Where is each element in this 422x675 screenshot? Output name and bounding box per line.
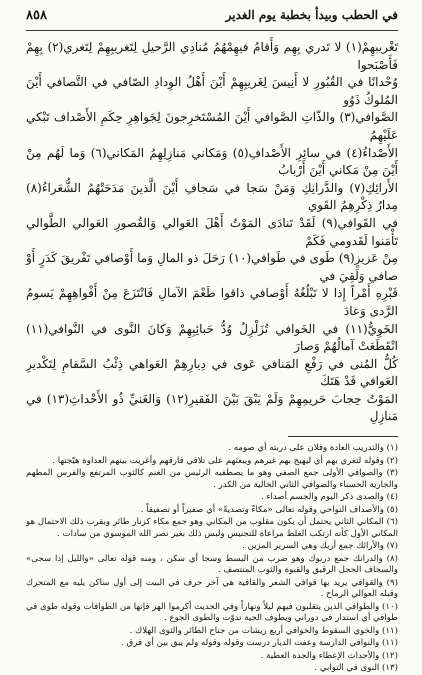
footnote: (٨) والدرانك جمع درنوك وهو ضرب من البسط وسجا أي سكن ، ومنه قوله تعالى «والليل إذا سجى» والسجاف الحجل الرقيق والقبوة والثوب المنتصف . (26, 553, 398, 576)
text-line: مِنْ عَزيزٍ(٩) طَوى في طَوافي(١٠) رَحَلَ ذو المالِ وَما أَوْصافي تَفْريقَ كَدَرٍ أَوْ صافي وَلَقِيَ في (26, 251, 398, 283)
footnote: (٧) والأرائك جمع أريك وهي السرير المزين . (242, 541, 398, 552)
text-line: الصَّوافي(٣) والذّاتِ الصَّوافي أَيْنَ المُسْتَخرِجونَ لِجَواهِرِ حِكَمِ الأَصْداف تَبْكي عَلَيْهِمُ (26, 110, 398, 142)
main-text (26, 39, 398, 426)
footnote: (٤) والصدى ذكر اليوم والجسم أصداء . (260, 492, 398, 503)
page-number: ٨٥٨ (26, 8, 47, 23)
footnote: (١١) والنوافي الدارسة وعفت الديار درست وقوله وقوله ولم يبق بين أي فرق . (121, 638, 398, 649)
footnote: (١) والتدريب العادة وفلان على دربته أي صومه . (228, 443, 398, 454)
footnote: (٢) وقوله لتغري بهم أي ليهيج بهم غيرهم ويبعثهم على تلافي فارقهم وأغريت بينهم العداوة هيّجتها . (52, 455, 398, 466)
text-line: قَبْرِهِ أَمْراً إِذا لا تَبْلُغُهُ أَوْصافي ذاقوا طَعْمَ الآمالِ فَانْتَزَعَ مِنْ أَفْواهِهِمْ يَسومُ الرَّدى وَعادَ (26, 286, 398, 318)
footnote: (١٣) النوى في التوابي . (314, 663, 398, 674)
footnote: (١٠) والطوافي الذين يتقلبون فيهم ليلاً ونهاراً وفي الحديث أكرموا الهر فإنها من الطوافات وقوله طوى في طوافي أي استدار في دوراني ويطوف الحية تدوّت والطوى الجوع . (26, 601, 398, 624)
footnotes (26, 443, 398, 675)
page-header (26, 8, 398, 31)
footnote: (٥) والأصداف النواحي وقوله تعالى «مكاءً وتصديةً» أي صفيراً أو تصفيقاً . (140, 504, 398, 515)
footnote: (٦) المكاني الثاني يحتمل أن يكون مقلوب من المكاني وهو جمع مكاء كزنار طائر ويقرب ذلك الاحتمال هو المكاني الأول كأنه ارتكب الغلط مراعاة للتجنيس ولبس ذلك بغير نصر الله الموسوي من سادات . (26, 517, 398, 539)
footnote-divider (288, 436, 398, 437)
text-line: الأَرائِكِ(٧) والدَّرانِكِ وَمَنْ سَجا في سَجافِ أَيْنَ الَّذينَ مَدَحَتْهُمُ الشُّعَراءُ(٨) مِدارُ ذِكْرِهِمُ القَوي (26, 180, 398, 213)
text-line: الأَصْداءُ(٤) في سائِرِ الأَصْدافِ(٥) وَمَكاني مَنازِلِهِمُ المَكاني(٦) وَما لَهُم مِنْ أَيْنَ مِنْ مَكاني أَيْنَ أَرْبابُ (26, 145, 398, 178)
footnote: (٣) والصوافي الأولى جمع الصفي وهو ما يصطفيه الرئيس من الغنم كالثوب المرتفع والفرس المطهم والجارية الحسناء والصوافي الثاني الخالية من الكدر . (26, 468, 398, 490)
footnote: (١٢) والأجداث الإعطاء والجدة العطية . (260, 650, 398, 661)
text-line: كُلُّ المُنى في رَفْعِ المَنافي عَوى في دِيارِهِمْ العَواهي ذِئْبُ السَّقامِ لِتَكْديرِ العَوافي قَدْ هَتَكَ (26, 356, 398, 389)
footnote: (١١) والخوي السقوط والخوافي أربع ريشات من جناح الطائر والثوى الهلاك . (129, 625, 398, 636)
footnote: (٩) والقوافي يريد بها قوافي الشعر والقافية هي آخر حرف في البيت إلى أول ساكن يليه مع المتحرك وقبله العوالي الرماح . (26, 577, 398, 600)
text-line: في القَوافي(٩) لَقَدْ تَنادَى المَوْتُ أَهْلَ العَوالي وَالقُصورِ العَوالي الطَّوالي تَأْمَنوا لَقَدومي فَكَمْ (26, 215, 398, 248)
text-line: تَغْريبهِمْ(١) لا تَدري بِهِم وَأَقامُ فيهِمْهُمُ مُنادِي الرَّحيلِ لِتَغريبِهِمْ لِتَغري(٢) بِهِمْ فَأَصْبَحوا (26, 40, 398, 72)
running-title: في الحطب وبيدأ بخطبة يوم الغدير (225, 8, 398, 22)
text-line: وُحْدانًا في القُبُورِ لا أَنِيسَ لِغَريبِهِمْ أَيْنَ أَهْلُ الوِدادِ الصّافي في التَّصافي أَيْنَ المُلوكُ ذَوُو (26, 75, 398, 107)
text-line: الخَوِيُّ(١١) في الخَوافي تُزَلْزِلُ وُدُّ حَبائِبِهِمْ وَكانَ النَّوى في النَّوافي(١١) انْقَطَعَتْ آمالُهُمْ وَصارَ (26, 321, 398, 354)
text-line: المَوْتُ حِجابَ حَريمِهِمْ وَلَمْ يَبْقَ بَيْنَ الفَقيرِ(١٢) وَالغَنيِّ ذُو الأَحْداثِ(١٣) في مَنازِلِ (26, 391, 398, 424)
